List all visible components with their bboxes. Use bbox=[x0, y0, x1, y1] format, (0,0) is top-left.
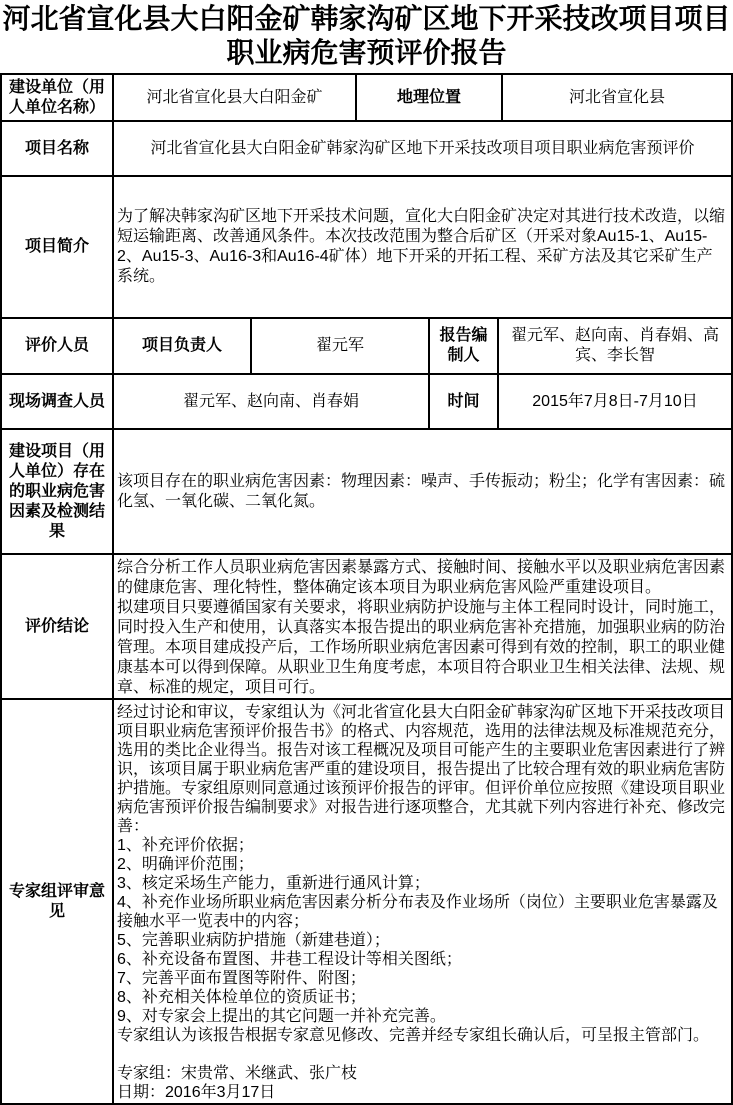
project-summary-value bbox=[112, 177, 731, 317]
construction-unit-value: 河北省宣化县大白阳金矿 bbox=[112, 75, 355, 120]
table-row-project-name bbox=[2, 120, 731, 175]
table-row-construction-unit bbox=[2, 75, 731, 120]
hazard-factors-text: 该项目存在的职业病危害因素：物理因素：噪声、手传振动；粉尘；化学有害因素：硫化氢、一氧化碳、二氧化氮。 bbox=[117, 472, 726, 510]
time-label: 时间 bbox=[428, 375, 497, 428]
project-summary-label: 项目简介 bbox=[24, 238, 89, 255]
table-row-hazard-factors bbox=[2, 428, 731, 553]
expert-review-item: 4、补充作业场所职业病危害因素分析分布表及作业场所（岗位）主要职业危害暴露及接触水平一览表中的内容； bbox=[117, 894, 718, 930]
page-title: 河北省宣化县大白阳金矿韩家沟矿区地下开采技改项目项目职业病危害预评价报告 bbox=[2, 3, 731, 68]
expert-review-item: 8、补充相关体检单位的资质证书； bbox=[117, 989, 366, 1006]
evaluation-conclusion-value bbox=[112, 555, 731, 698]
project-name-value: 河北省宣化县大白阳金矿韩家沟矿区地下开采技改项目项目职业病危害预评价 bbox=[112, 122, 731, 175]
site-survey-label: 现场调查人员 bbox=[8, 392, 105, 410]
expert-group-names: 专家组：宋贵常、米继武、张广枝 bbox=[117, 1065, 358, 1082]
table-row-expert-review bbox=[2, 698, 731, 1103]
expert-review-value bbox=[112, 700, 731, 1103]
project-summary-text: 为了解决韩家沟矿区地下开采技术问题，宣化大白阳金矿决定对其进行技术改造，以缩短运输距离、改善通风条件。本次技改范围为整合后矿区（开采对象Au15-1、Au15-2、Au15-3、Au16-3和Au16-4矿体）地下开采的开拓工程、采矿方法及其它采矿生产系统。 bbox=[117, 208, 726, 285]
evaluation-staff-label: 评价人员 bbox=[24, 337, 89, 354]
geographic-location-value: 河北省宣化县 bbox=[501, 75, 731, 120]
report-editor-value: 翟元军、赵向南、肖春娟、高宾、李长智 bbox=[497, 319, 731, 373]
report-table bbox=[0, 73, 733, 1105]
expert-review-item: 6、补充设备布置图、井巷工程设计等相关图纸； bbox=[117, 951, 462, 968]
project-name-label: 项目名称 bbox=[24, 139, 89, 157]
blank-line bbox=[117, 1045, 728, 1064]
expert-review-item: 3、核定采场生产能力，重新进行通风计算； bbox=[117, 875, 430, 892]
conclusion-paragraph: 综合分析工作人员职业病危害因素暴露方式、接触时间、接触水平以及职业病危害因素的健康危害、理化特性，整体确定该本项目为职业病危害风险严重建设项目。 bbox=[117, 559, 726, 596]
hazard-factors-value bbox=[112, 430, 731, 553]
evaluation-conclusion-label: 评价结论 bbox=[24, 617, 89, 635]
geographic-location-label: 地理位置 bbox=[355, 75, 501, 120]
expert-review-item: 5、完善职业病防护措施（新建巷道）； bbox=[117, 932, 390, 949]
expert-review-item: 1、补充评价依据； bbox=[117, 837, 254, 854]
conclusion-paragraph: 拟建项目只要遵循国家有关要求，将职业病防护设施与主体工程同时设计，同时施工，同时投入生产和使用，认真落实本报告提出的职业病危害补充措施，加强职业病的防治管理。本项目建成投产后，工作场所职业病危害因素可得到有效的控制，职工的职业健康基本可以得到保障。从职业卫生角度考虑，本项目符合职业卫生相关法律、法规、规章、标准的规定，项目可行。 bbox=[117, 599, 726, 696]
construction-unit-label: 建设单位（用人单位名称） bbox=[8, 78, 105, 116]
table-row-evaluation-conclusion bbox=[2, 553, 731, 698]
project-leader-label: 项目负责人 bbox=[112, 319, 250, 373]
expert-review-item: 7、完善平面布置图等附件、附图； bbox=[117, 970, 366, 987]
table-row-evaluation-staff bbox=[2, 317, 731, 373]
expert-review-label: 专家组评审意见 bbox=[8, 882, 105, 920]
table-row-project-summary bbox=[2, 175, 731, 317]
hazard-factors-label: 建设项目（用人单位）存在的职业病危害因素及检测结果 bbox=[8, 442, 105, 540]
expert-review-closing: 专家组认为该报告根据专家意见修改、完善并经专家组长确认后，可呈报主管部门。 bbox=[117, 1027, 710, 1044]
expert-review-intro: 经过讨论和审议，专家组认为《河北省宣化县大白阳金矿韩家沟矿区地下开采技改项目项目职业病危害预评价报告书》的格式、内容规范，选用的法律法规及标准规范充分，选用的类比企业得当。报告对该工程概况及项目可能产生的主要职业危害因素进行了辨识，该项目属于职业病危害严重的建设项目，报告提出了比较合理有效的职业病危害防护措施。专家组原则同意通过该预评价报告的评审。但评价单位应按照《建设项目职业病危害预评价报告编制要求》对报告进行逐项整合，尤其就下列内容进行补充、修改完善： bbox=[117, 704, 726, 835]
project-leader-value: 翟元军 bbox=[250, 319, 428, 373]
table-row-site-survey bbox=[2, 373, 731, 428]
time-value: 2015年7月8日-7月10日 bbox=[497, 375, 731, 428]
expert-review-item: 2、明确评价范围； bbox=[117, 856, 254, 873]
site-survey-value: 翟元军、赵向南、肖春娟 bbox=[112, 375, 428, 428]
review-date: 日期：2016年3月17日 bbox=[117, 1084, 276, 1101]
report-editor-label: 报告编制人 bbox=[428, 319, 497, 373]
expert-review-item: 9、对专家会上提出的其它问题一并补充完善。 bbox=[117, 1008, 446, 1025]
